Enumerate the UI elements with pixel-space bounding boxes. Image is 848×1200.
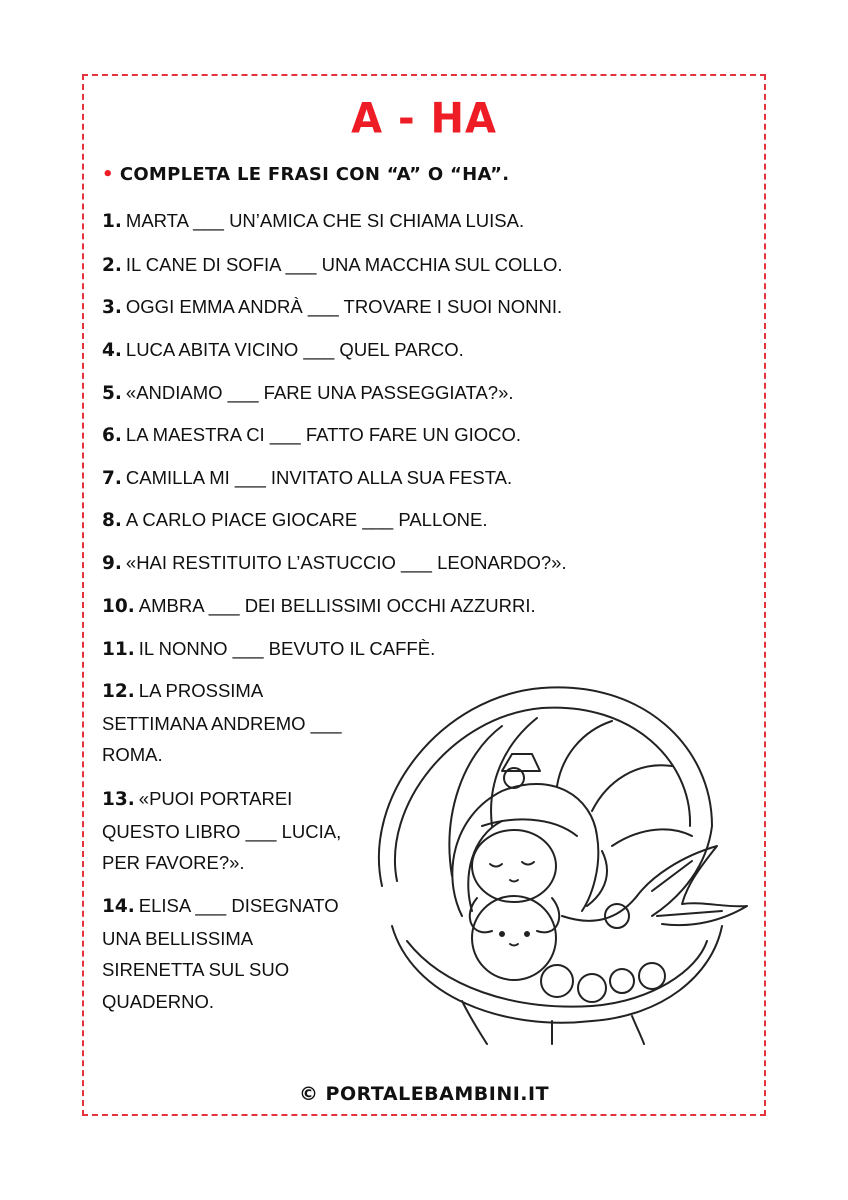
instruction-text: COMPLETA LE FRASI CON “A” O “HA”. [119,164,510,185]
exercise-item-9: 9. «HAI RESTITUITO L’ASTUCCIO ___ LEONARDO?». [102,552,567,574]
bullet-icon: • [102,164,114,185]
exercise-item-7: 7. CAMILLA MI ___ INVITATO ALLA SUA FESTA. [102,467,513,489]
exercise-item-13: 13. «PUOI PORTAREI QUESTO LIBRO ___ LUCIA, PER FAVORE?». [102,788,342,873]
exercise-item-12: 12. LA PROSSIMA SETTIMANA ANDREMO ___ ROMA. [102,680,342,765]
exercise-item-8: 8. A CARLO PIACE GIOCARE ___ PALLONE. [102,509,488,531]
exercise-item-10: 10. AMBRA ___ DEI BELLISSIMI OCCHI AZZURRI. [102,595,536,617]
exercise-item-14: 14. ELISA ___ DISEGNATO UNA BELLISSIMA SIRENETTA SUL SUO QUADERNO. [102,895,339,1012]
footer-credit: © PORTALEBAMBINI.IT [298,1083,550,1105]
exercise-item-5: 5. «ANDIAMO ___ FARE UNA PASSEGGIATA?». [102,382,514,404]
mermaid-shell-illustration [352,676,752,1046]
exercise-item-11: 11. IL NONNO ___ BEVUTO IL CAFFÈ. [102,638,436,660]
page-title: A - HA [351,94,497,144]
exercise-item-4: 4. LUCA ABITA VICINO ___ QUEL PARCO. [102,339,464,361]
exercise-item-3: 3. OGGI EMMA ANDRÀ ___ TROVARE I SUOI NONNI. [102,296,563,318]
instruction [102,164,509,185]
exercise-item-6: 6. LA MAESTRA CI ___ FATTO FARE UN GIOCO. [102,424,522,446]
exercise-item-1: 1. MARTA ___ UN’AMICA CHE SI CHIAMA LUISA. [102,210,525,232]
exercise-item-2: 2. IL CANE DI SOFIA ___ UNA MACCHIA SUL COLLO. [102,254,563,276]
